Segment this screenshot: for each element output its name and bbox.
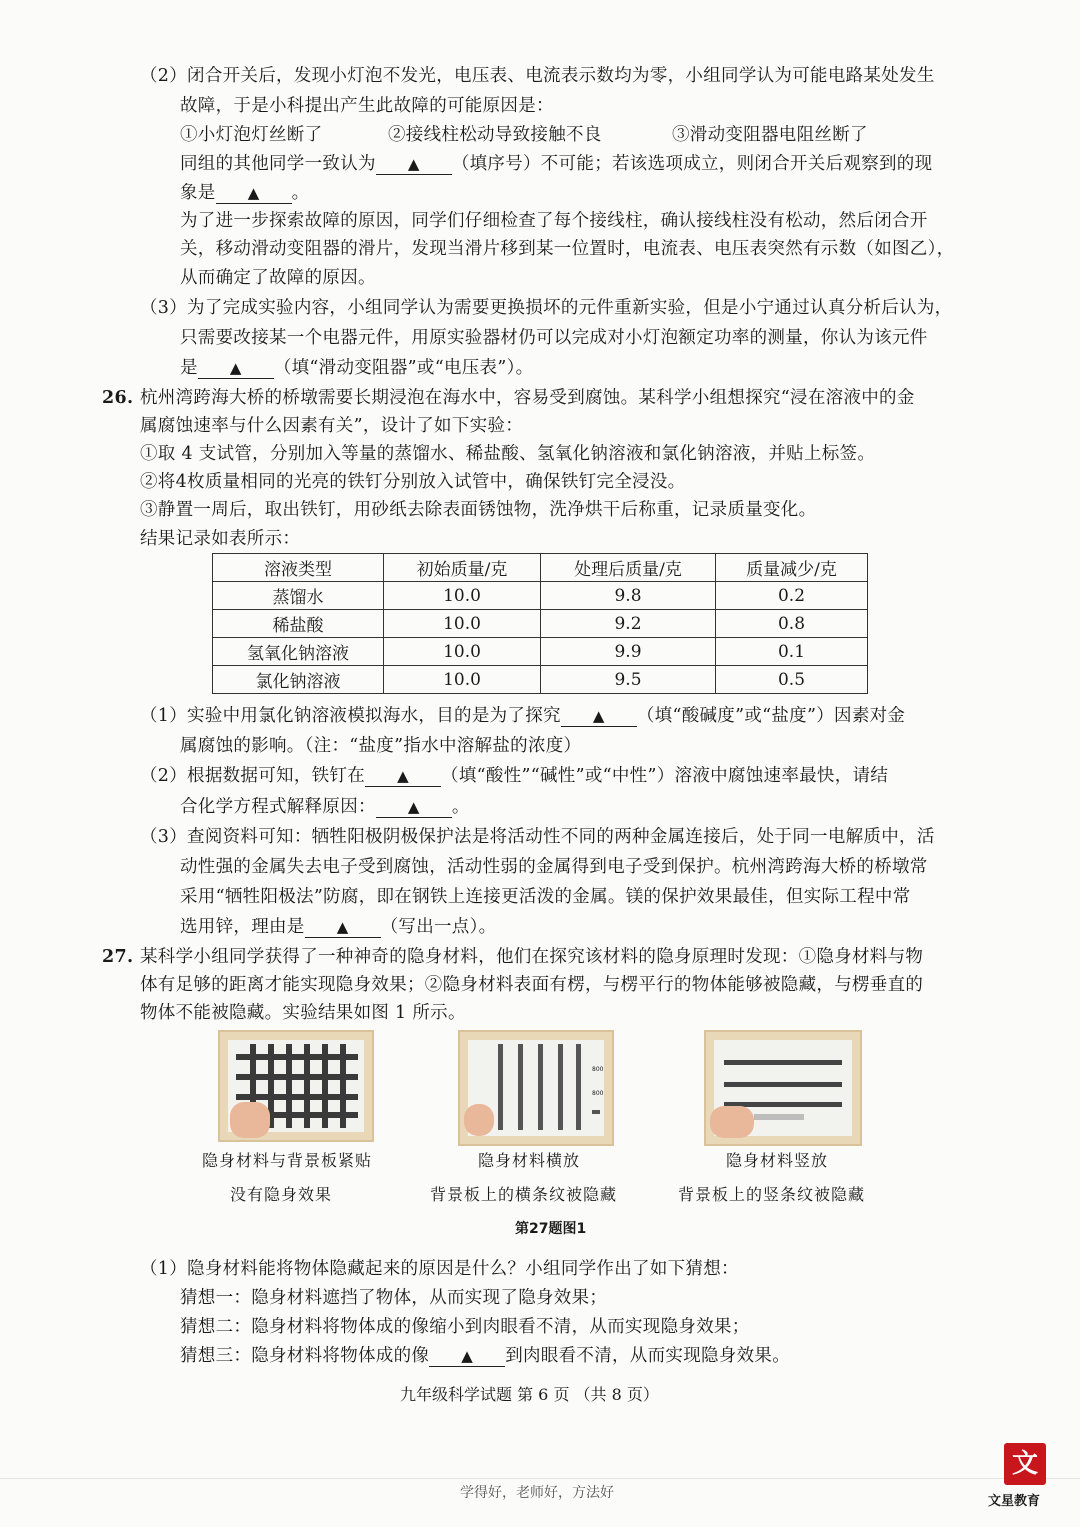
q26-part2-text-c: 合化学方程式解释原因： xyxy=(180,797,376,817)
q26-table-intro: 结果记录如表所示： xyxy=(140,529,301,549)
q27-guess1: 猜想一：隐身材料遮挡了物体，从而实现了隐身效果； xyxy=(180,1288,608,1308)
q25-part3-line2: 只需要改接某一个电器元件，用原实验器材仍可以完成对小灯泡额定功率的测量，你认为该元件 xyxy=(180,328,928,348)
q26-part3-line3: 采用“牺牲阳极法”防腐，即在钢铁上连接更活泼的金属。镁的保护效果最佳，但实际工程中常 xyxy=(180,887,911,907)
table-cell: 0.5 xyxy=(716,666,868,694)
q27-guess3-text-a: 猜想三：隐身材料将物体成的像 xyxy=(180,1346,430,1366)
q25-line6: 为了进一步探索故障的原因，同学们仔细检查了每个接线柱，确认接线柱没有松动，然后闭合开 xyxy=(180,211,928,231)
q27-number: 27. xyxy=(102,947,134,967)
q25-line7: 关，移动滑动变阻器的滑片，发现当滑片移到某一位置时，电流表、电压表突然有示数（如图乙）， xyxy=(180,239,955,259)
table-cell: 9.5 xyxy=(541,666,716,694)
q27-line2: 体有足够的距离才能实现隐身效果；②隐身材料表面有楞，与楞平行的物体能够被隐藏，与楞垂直的 xyxy=(140,975,924,995)
table-cell: 9.2 xyxy=(541,610,716,638)
figure3-caption-line2: 背景板上的竖条纹被隐藏 xyxy=(678,1185,866,1204)
hand-image xyxy=(710,1106,754,1138)
q25-part3-line3 xyxy=(180,356,533,380)
q26-part2-text-a: （2）根据数据可知，铁钉在 xyxy=(140,766,366,786)
q26-part1-line2: 属腐蚀的影响。（注：“盐度”指水中溶解盐的浓度） xyxy=(180,736,582,756)
q26-part2-text-d: 。 xyxy=(451,797,470,817)
brand-seal-logo: 文 xyxy=(1004,1443,1046,1485)
q26-line2: 属腐蚀速率与什么因素有关”，设计了如下实验： xyxy=(140,416,524,436)
table-header-cell: 初始质量/克 xyxy=(384,554,541,582)
figure2-caption-line1: 隐身材料横放 xyxy=(478,1151,581,1170)
q26-part2-text-b: （填“酸性”“碱性”或“中性”）溶液中腐蚀速率最快，请结 xyxy=(441,766,889,786)
q27-guess3 xyxy=(180,1344,790,1368)
q25-part3-text-b: （填“滑动变阻器”或“电压表”）。 xyxy=(273,358,534,378)
answer-blank[interactable]: ▲ xyxy=(216,183,292,204)
q25-part2-line1: （2）闭合开关后，发现小灯泡不发光，电压表、电流表示数均为零，小组同学认为可能电路某处发生 xyxy=(140,66,935,86)
figure2-caption-line2: 背景板上的横条纹被隐藏 xyxy=(430,1185,618,1204)
table-row xyxy=(213,610,868,638)
q25-line5-text-b: 。 xyxy=(291,183,310,203)
q26-part3-text-d: 选用锌，理由是 xyxy=(180,917,305,937)
q27-line3: 物体不能被隐藏。实验结果如图 1 所示。 xyxy=(140,1003,466,1023)
answer-blank[interactable]: ▲ xyxy=(305,917,381,938)
q26-part1-text-a: （1）实验中用氯化钠溶液模拟海水，目的是为了探究 xyxy=(140,706,561,726)
q26-part3-text-e: （写出一点）。 xyxy=(380,917,497,937)
board-label: 800 xyxy=(592,1090,604,1097)
table-header-cell: 溶液类型 xyxy=(213,554,384,582)
figure-material-vertical xyxy=(704,1030,862,1146)
table-cell: 10.0 xyxy=(384,582,541,610)
table-cell: 0.2 xyxy=(716,582,868,610)
q26-step3: ③静置一周后，取出铁钉，用砂纸去除表面锈蚀物，洗净烘干后称重，记录质量变化。 xyxy=(140,500,817,520)
table-cell: 蒸馏水 xyxy=(213,582,384,610)
table-cell: 9.8 xyxy=(541,582,716,610)
board-label: 800 xyxy=(592,1066,604,1073)
q26-part3-line2: 动性强的金属失去电子受到腐蚀，活动性弱的金属得到电子受到保护。杭州湾跨海大桥的桥墩常 xyxy=(180,857,928,877)
figure1-caption-line2: 没有隐身效果 xyxy=(230,1185,333,1204)
table-cell: 10.0 xyxy=(384,666,541,694)
q26-part2-line2 xyxy=(180,795,470,819)
answer-blank[interactable]: ▲ xyxy=(376,154,452,175)
page-footer: 九年级科学试题 第 6 页 （共 8 页） xyxy=(400,1385,659,1404)
q25-line4 xyxy=(180,152,932,176)
q26-part2-line1 xyxy=(140,764,888,788)
figure-title: 第27题图1 xyxy=(515,1221,587,1237)
q26-number: 26. xyxy=(102,388,134,408)
answer-blank[interactable]: ▲ xyxy=(365,766,441,787)
q27-line1: 某科学小组同学获得了一种神奇的隐身材料，他们在探究该材料的隐身原理时发现：①隐身材料与物 xyxy=(140,947,924,967)
table-cell: 氢氧化钠溶液 xyxy=(213,638,384,666)
q25-line5 xyxy=(180,181,309,205)
footer-divider xyxy=(0,1478,1080,1479)
table-row xyxy=(213,582,868,610)
q26-line1: 杭州湾跨海大桥的桥墩需要长期浸泡在海水中，容易受到腐蚀。某科学小组想探究“浸在溶液中的金 xyxy=(140,388,915,408)
q26-part1-text-b: （填“酸碱度”或“盐度”）因素对金 xyxy=(636,706,906,726)
q25-part3-line1: （3）为了完成实验内容，小组同学认为需要更换损坏的元件重新实验，但是小宁通过认真分析后认为， xyxy=(140,298,953,318)
figure-material-horizontal xyxy=(458,1030,614,1146)
table-header-cell: 处理后质量/克 xyxy=(541,554,716,582)
brand-name: 文星教育 xyxy=(988,1494,1041,1509)
table-cell: 9.9 xyxy=(541,638,716,666)
figure3-caption-line1: 隐身材料竖放 xyxy=(726,1151,829,1170)
q25-option-1: ①小灯泡灯丝断了 xyxy=(180,125,323,145)
table-row xyxy=(213,638,868,666)
answer-blank[interactable]: ▲ xyxy=(198,358,274,379)
table-cell: 10.0 xyxy=(384,638,541,666)
answer-blank[interactable]: ▲ xyxy=(429,1346,505,1367)
footer-motto: 学得好，老师好，方法好 xyxy=(460,1485,614,1501)
table-header-cell: 质量减少/克 xyxy=(716,554,868,582)
q26-step1: ①取 4 支试管，分别加入等量的蒸馏水、稀盐酸、氢氧化钠溶液和氯化钠溶液，并贴上标签。 xyxy=(140,444,876,464)
answer-blank[interactable]: ▲ xyxy=(561,706,637,727)
table-cell: 氯化钠溶液 xyxy=(213,666,384,694)
q26-step2: ②将4枚质量相同的光亮的铁钉分别放入试管中，确保铁钉完全浸没。 xyxy=(140,472,686,492)
table-cell: 稀盐酸 xyxy=(213,610,384,638)
q26-part1-line1 xyxy=(140,704,905,728)
q25-option-3: ③滑动变阻器电阻丝断了 xyxy=(672,125,868,145)
answer-blank[interactable]: ▲ xyxy=(376,797,452,818)
q25-line4-text-a: 同组的其他同学一致认为 xyxy=(180,154,376,174)
q25-part3-text-a: 是 xyxy=(180,358,198,378)
q25-line4-text-b: （填序号）不可能；若该选项成立，则闭合开关后观察到的现 xyxy=(451,154,933,174)
table-row xyxy=(213,666,868,694)
q25-option-2: ②接线柱松动导致接触不良 xyxy=(388,125,602,145)
figure1-caption-line1: 隐身材料与背景板紧贴 xyxy=(202,1151,373,1170)
table-cell: 0.8 xyxy=(716,610,868,638)
q25-line5-text-a: 象是 xyxy=(180,183,216,203)
figure-material-pressed xyxy=(218,1030,374,1142)
q25-line8: 从而确定了故障的原因。 xyxy=(180,268,376,288)
hand-image xyxy=(230,1102,270,1138)
q27-guess3-text-b: 到肉眼看不清，从而实现隐身效果。 xyxy=(505,1346,791,1366)
table-cell: 10.0 xyxy=(384,610,541,638)
table-header-row xyxy=(213,554,868,582)
q27-part1-line1: （1）隐身材料能将物体隐藏起来的原因是什么？小组同学作出了如下猜想： xyxy=(140,1259,739,1279)
results-table xyxy=(212,553,868,694)
table-cell: 0.1 xyxy=(716,638,868,666)
hand-image xyxy=(464,1104,494,1136)
q26-part3-line1: （3）查阅资料可知：牺牲阳极阴极保护法是将活动性不同的两种金属连接后，处于同一电解质中，活 xyxy=(140,827,935,847)
q26-part3-line4 xyxy=(180,915,496,939)
q25-part2-line2: 故障，于是小科提出产生此故障的可能原因是： xyxy=(180,96,554,116)
q27-guess2: 猜想二：隐身材料将物体成的像缩小到肉眼看不清，从而实现隐身效果； xyxy=(180,1317,750,1337)
